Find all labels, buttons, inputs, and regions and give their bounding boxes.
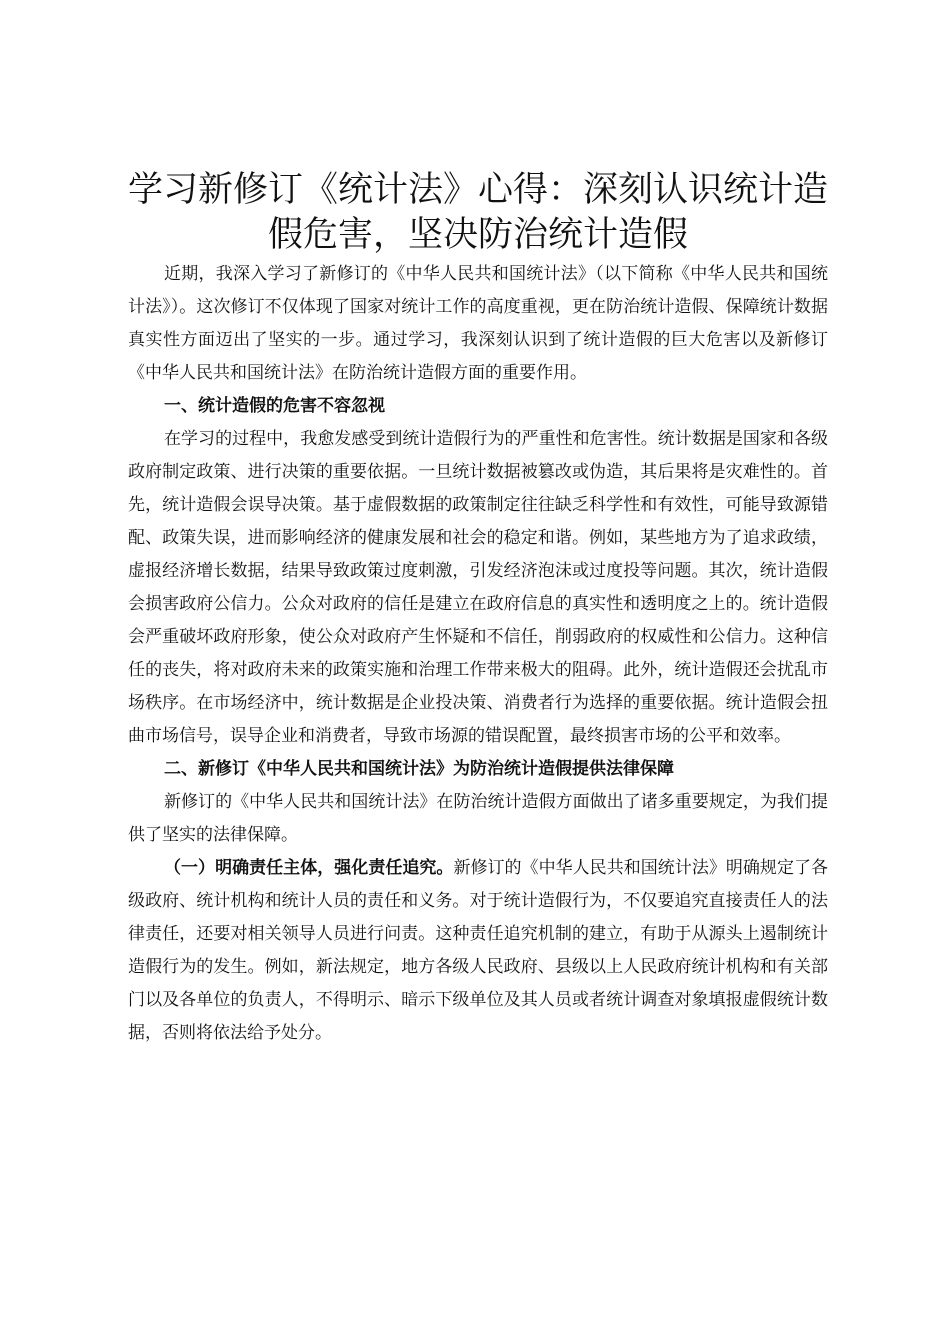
document-page — [128, 168, 828, 1050]
intro-paragraph: 近期，我深入学习了新修订的《中华人民共和国统计法》（以下简称《中华人民共和国统计法》）。这次修订不仅体现了国家对统计工作的高度重视，更在防治统计造假、保障统计数据真实性方面迈出了坚实的一步。通过学习，我深刻认识到了统计造假的巨大危害以及新修订《中华人民共和国统计法》在防治统计造假方面的重要作用。 — [128, 264, 828, 383]
subsection-1-paragraph — [128, 852, 828, 1050]
document-body — [128, 258, 828, 1050]
subsection-1-lead: （一）明确责任主体，强化责任追究。 — [164, 858, 454, 878]
document-title: 学习新修订《统计法》心得：深刻认识统计造假危害，坚决防治统计造假 — [128, 170, 829, 255]
section-2-paragraph: 新修订的《中华人民共和国统计法》在防治统计造假方面做出了诸多重要规定，为我们提供了坚实的法律保障。 — [128, 792, 828, 845]
section-1-heading: 一、统计造假的危害不容忽视 — [164, 396, 385, 416]
section-1-paragraph: 在学习的过程中，我愈发感受到统计造假行为的严重性和危害性。统计数据是国家和各级政府制定政策、进行决策的重要依据。一旦统计数据被篡改或伪造，其后果将是灾难性的。首先，统计造假会误导决策。基于虚假数据的政策制定往往缺乏科学性和有效性，可能导致源错配、政策失误，进而影响经济的健康发展和社会的稳定和谐。例如，某些地方为了追求政绩，虚报经济增长数据，结果导致政策过度刺激，引发经济泡沫或过度投等问题。其次，统计造假会损害政府公信力。公众对政府的信任是建立在政府信息的真实性和透明度之上的。统计造假会严重破坏政府形象，使公众对政府产生怀疑和不信任，削弱政府的权威性和公信力。这种信任的丧失，将对政府未来的政策实施和治理工作带来极大的阻碍。此外，统计造假还会扰乱市场秩序。在市场经济中，统计数据是企业投决策、消费者行为选择的重要依据。统计造假会扭曲市场信号，误导企业和消费者，导致市场源的错误配置，最终损害市场的公平和效率。 — [128, 429, 828, 746]
subsection-1-text: 新修订的《中华人民共和国统计法》明确规定了各级政府、统计机构和统计人员的责任和义务。对于统计造假行为，不仅要追究直接责任人的法律责任，还要对相关领导人员进行问责。这种责任追究机制的建立，有助于从源头上遏制统计造假行为的发生。例如，新法规定，地方各级人民政府、县级以上人民政府统计机构和有关部门以及各单位的负责人，不得明示、暗示下级单位及其人员或者统计调查对象填报虚假统计数据，否则将依法给予处分。 — [128, 858, 829, 1043]
section-2-heading: 二、新修订《中华人民共和国统计法》为防治统计造假提供法律保障 — [164, 759, 674, 779]
